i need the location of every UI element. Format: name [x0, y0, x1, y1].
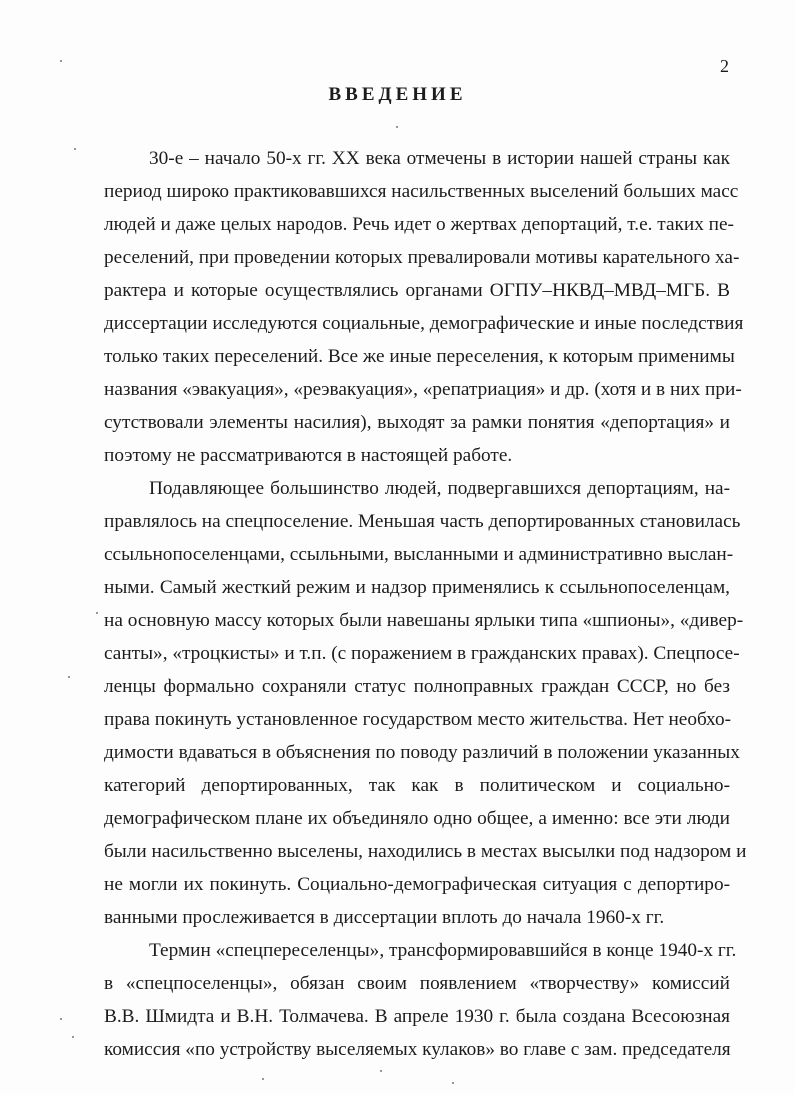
- text-line: права покинуть установленное государством место жительства. Нет необхо-: [104, 709, 732, 730]
- text-line: категорий депортированных, так как в политическом и социально-: [104, 775, 730, 796]
- text-line: не могли их покинуть. Социально-демографическая ситуация с депортиро-: [104, 874, 730, 895]
- text-line: рактера и которые осуществлялись органами ОГПУ–НКВД–МВД–МГБ. В: [104, 280, 730, 301]
- text-line: ссыльнопоселенцами, ссыльными, высланными и административно выслан-: [104, 544, 734, 565]
- scan-speck: [68, 676, 70, 678]
- text-line: 30-е – начало 50-х гг. XX века отмечены в истории нашей страны как: [149, 148, 730, 169]
- text-line: демографическом плане их объединяло одно общее, а именно: все эти люди: [104, 808, 730, 829]
- text-line: комиссия «по устройству выселяемых кулаков» во главе с зам. председателя: [104, 1039, 731, 1060]
- text-line: только таких переселений. Все же иные переселения, к которым применимы: [104, 346, 735, 367]
- text-line: на основную массу которых были навешаны ярлыки типа «шпионы», «дивер-: [104, 610, 744, 631]
- text-line: ленцы формально сохраняли статус полноправных граждан СССР, но без: [104, 676, 730, 697]
- text-line: реселений, при проведении которых превалировали мотивы карательного ха-: [104, 247, 740, 268]
- text-line: были насильственно выселены, находились в местах высылки под надзором и: [104, 841, 747, 862]
- text-line: санты», «троцкисты» и т.п. (с поражением в гражданских правах). Спецпосе-: [104, 643, 740, 664]
- scan-speck: [262, 1078, 264, 1080]
- text-line: ными. Самый жесткий режим и надзор применялись к ссыльнопоселенцам,: [104, 577, 730, 598]
- page-title: ВВЕДЕНИЕ: [328, 84, 467, 105]
- text-line: поэтому не рассматриваются в настоящей работе.: [104, 445, 513, 466]
- scan-speck: [396, 126, 398, 128]
- text-line: правлялось на спецпоселение. Меньшая часть депортированных становилась: [104, 511, 741, 532]
- scan-speck: [72, 1036, 74, 1038]
- scan-speck: [60, 1018, 62, 1020]
- text-line: Подавляющее большинство людей, подвергавшихся депортациям, на-: [149, 478, 730, 499]
- page-number: 2: [720, 56, 729, 76]
- text-line: ванными прослеживается в диссертации вплоть до начала 1960-х гг.: [104, 907, 665, 928]
- text-line: названия «эвакуация», «реэвакуация», «репатриация» и др. (хотя и в них при-: [104, 379, 742, 400]
- text-line: В.В. Шмидта и В.Н. Толмачева. В апреле 1930 г. была создана Всесоюзная: [104, 1006, 730, 1027]
- scan-speck: [74, 148, 76, 150]
- scan-speck: [60, 60, 62, 62]
- scan-speck: [96, 612, 98, 614]
- text-line: Термин «спецпереселенцы», трансформировавшийся в конце 1940-х гг.: [149, 940, 737, 961]
- text-line: диссертации исследуются социальные, демографические и иные последствия: [104, 313, 744, 334]
- scan-speck: [452, 1082, 454, 1084]
- text-line: период широко практиковавшихся насильственных выселений больших масс: [104, 181, 739, 202]
- text-line: димости вдаваться в объяснения по поводу различий в положении указанных: [104, 742, 740, 763]
- text-line: людей и даже целых народов. Речь идет о жертвах депортаций, т.е. таких пе-: [104, 214, 734, 235]
- text-line: в «спецпоселенцы», обязан своим появлением «творчеству» комиссий: [104, 973, 730, 994]
- scan-speck: [380, 1070, 382, 1072]
- text-line: сутствовали элементы насилия), выходят за рамки понятия «депортация» и: [104, 412, 730, 433]
